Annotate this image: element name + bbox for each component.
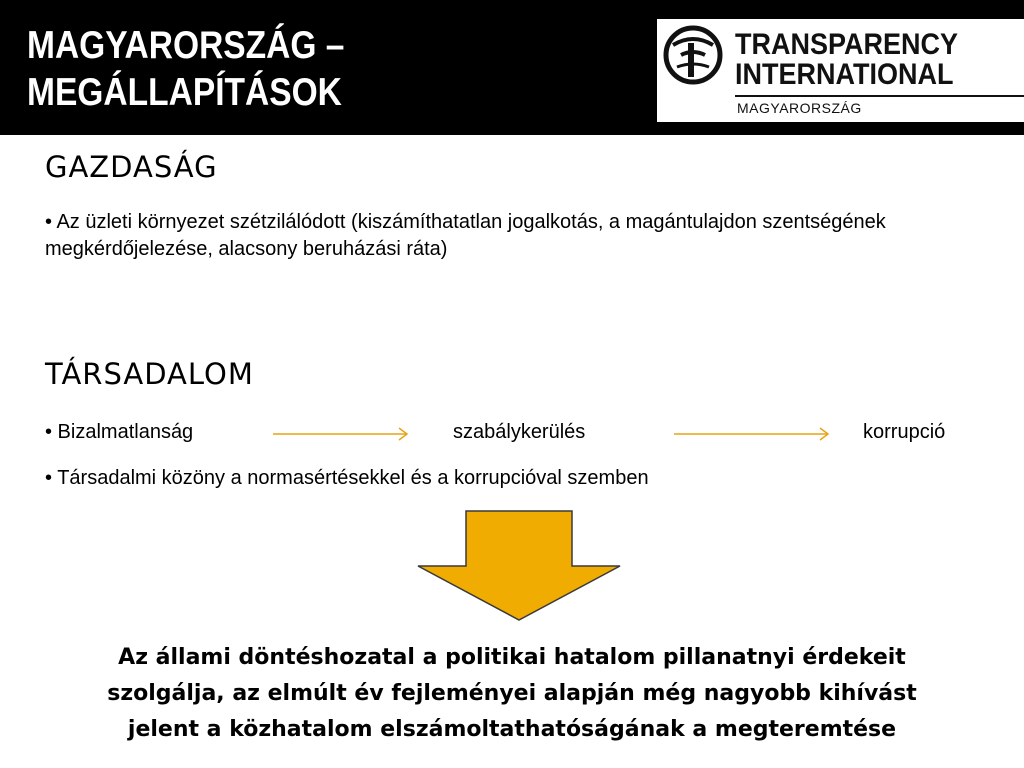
transparency-international-logo: [657, 19, 1024, 122]
logo-text-line1: TRANSPARENCY: [735, 28, 959, 61]
page-title: [27, 22, 344, 116]
transparency-international-logo-icon: [663, 25, 723, 85]
trust-flow-row: [45, 419, 975, 449]
page-title-line2: MEGÁLLAPÍTÁSOK: [27, 71, 342, 114]
conclusion-text: [40, 640, 984, 748]
section-heading-tarsadalom: TÁRSADALOM: [45, 357, 254, 391]
flow-arrow-icon: [673, 425, 833, 443]
section-heading-gazdasag: GAZDASÁG: [45, 150, 218, 184]
flow-item-bizalmatlansag: • Bizalmatlanság: [45, 421, 194, 443]
flow-item-szabalykerules: szabálykerülés: [453, 421, 586, 443]
page-title-line1: MAGYARORSZÁG –: [27, 24, 345, 67]
gazdasag-bullet: • Az üzleti környezet szétzilálódott (kiszámíthatatlan jogalkotás, a magántulajdon szentségének megkérdőjelezése, alacsony beruházási ráta): [45, 211, 886, 260]
logo-text-line2: INTERNATIONAL: [735, 58, 954, 91]
tarsadalom-bullet-2: • Társadalmi közöny a normasértésekkel és a korrupcióval szemben: [45, 467, 649, 489]
conclusion-line3: jelent a közhatalom elszámoltathatóságának a megteremtése: [127, 717, 897, 742]
flow-arrow-icon: [272, 425, 412, 443]
logo-divider: [735, 95, 1024, 97]
down-arrow-icon: [416, 510, 622, 622]
flow-item-korrupcio: korrupció: [863, 421, 946, 443]
conclusion-line2: szolgálja, az elmúlt év fejleményei alapján még nagyobb kihívást: [107, 681, 917, 706]
logo-subtitle: MAGYARORSZÁG: [737, 100, 862, 116]
conclusion-line1: Az állami döntéshozatal a politikai hatalom pillanatnyi érdekeit: [118, 645, 906, 670]
